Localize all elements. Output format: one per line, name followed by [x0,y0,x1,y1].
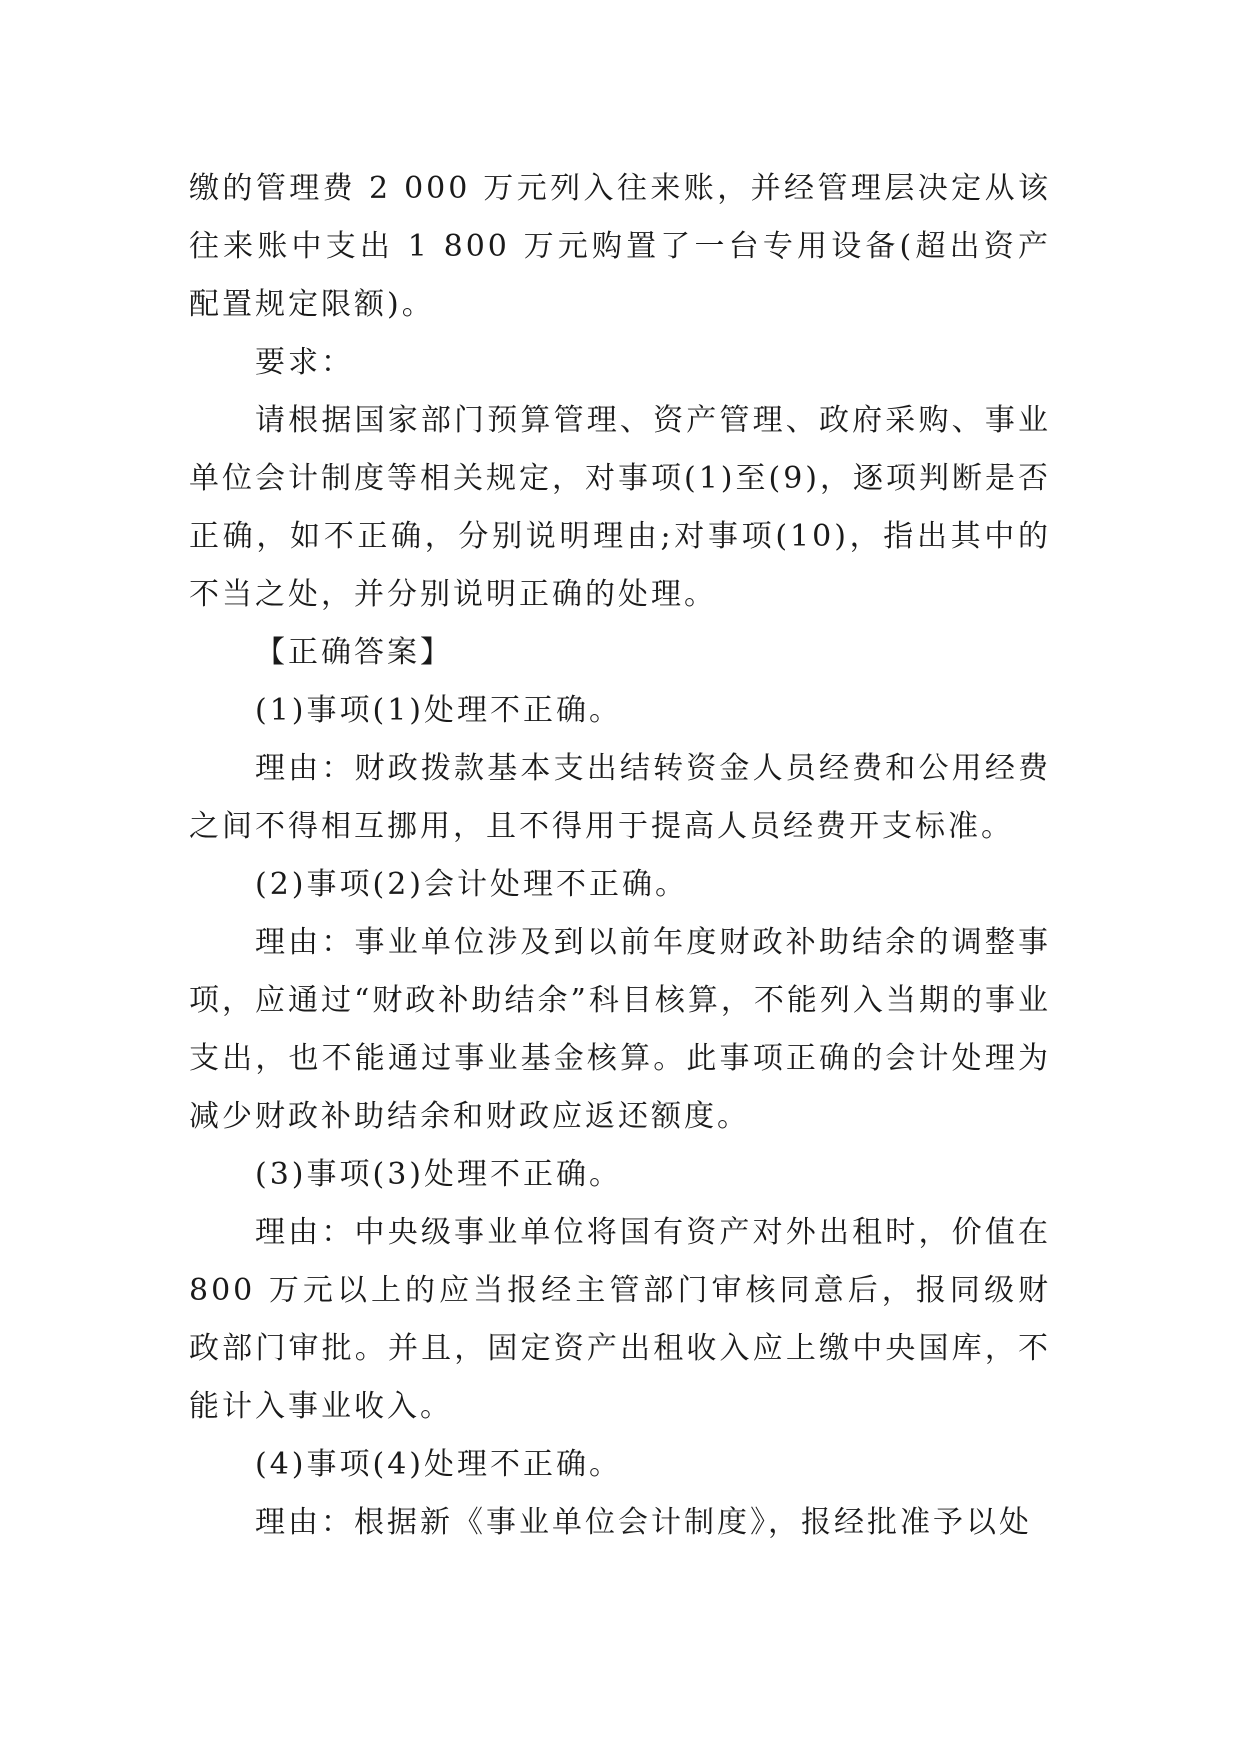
paragraph-requirement: 请根据国家部门预算管理、资产管理、政府采购、事业单位会计制度等相关规定，对事项(1)至(9)，逐项判断是否正确，如不正确，分别说明理由;对事项(10)，指出其中的不当之处，并分别说明正确的处理。 [189,403,1051,612]
document-body [189,160,1051,1552]
paragraph-item-1-reason: 理由：财政拨款基本支出结转资金人员经费和公用经费之间不得相互挪用，且不得用于提高人员经费开支标准。 [189,751,1051,844]
paragraph-answer-heading: 【正确答案】 [255,635,453,670]
paragraph-item-4-reason: 理由：根据新《事业单位会计制度》，报经批准予以处 [255,1505,1032,1540]
paragraph-continuation: 缴的管理费 2 000 万元列入往来账，并经管理层决定从该往来账中支出 1 800 万元购置了一台专用设备(超出资产配置规定限额)。 [189,171,1051,322]
paragraph-item-3-reason: 理由：中央级事业单位将国有资产对外出租时，价值在800 万元以上的应当报经主管部门审核同意后，报同级财政部门审批。并且，固定资产出租收入应上缴中央国库，不能计入事业收入。 [189,1215,1051,1424]
paragraph-requirement-heading: 要求： [255,345,354,380]
paragraph-item-1-verdict: (1)事项(1)处理不正确。 [255,693,622,728]
paragraph-item-3-verdict: (3)事项(3)处理不正确。 [255,1157,622,1192]
paragraph-item-2-verdict: (2)事项(2)会计处理不正确。 [255,867,688,902]
paragraph-item-2-reason: 理由：事业单位涉及到以前年度财政补助结余的调整事项，应通过“财政补助结余”科目核算，不能列入当期的事业支出，也不能通过事业基金核算。此事项正确的会计处理为减少财政补助结余和财政应返还额度。 [189,925,1051,1134]
paragraph-item-4-verdict: (4)事项(4)处理不正确。 [255,1447,622,1482]
